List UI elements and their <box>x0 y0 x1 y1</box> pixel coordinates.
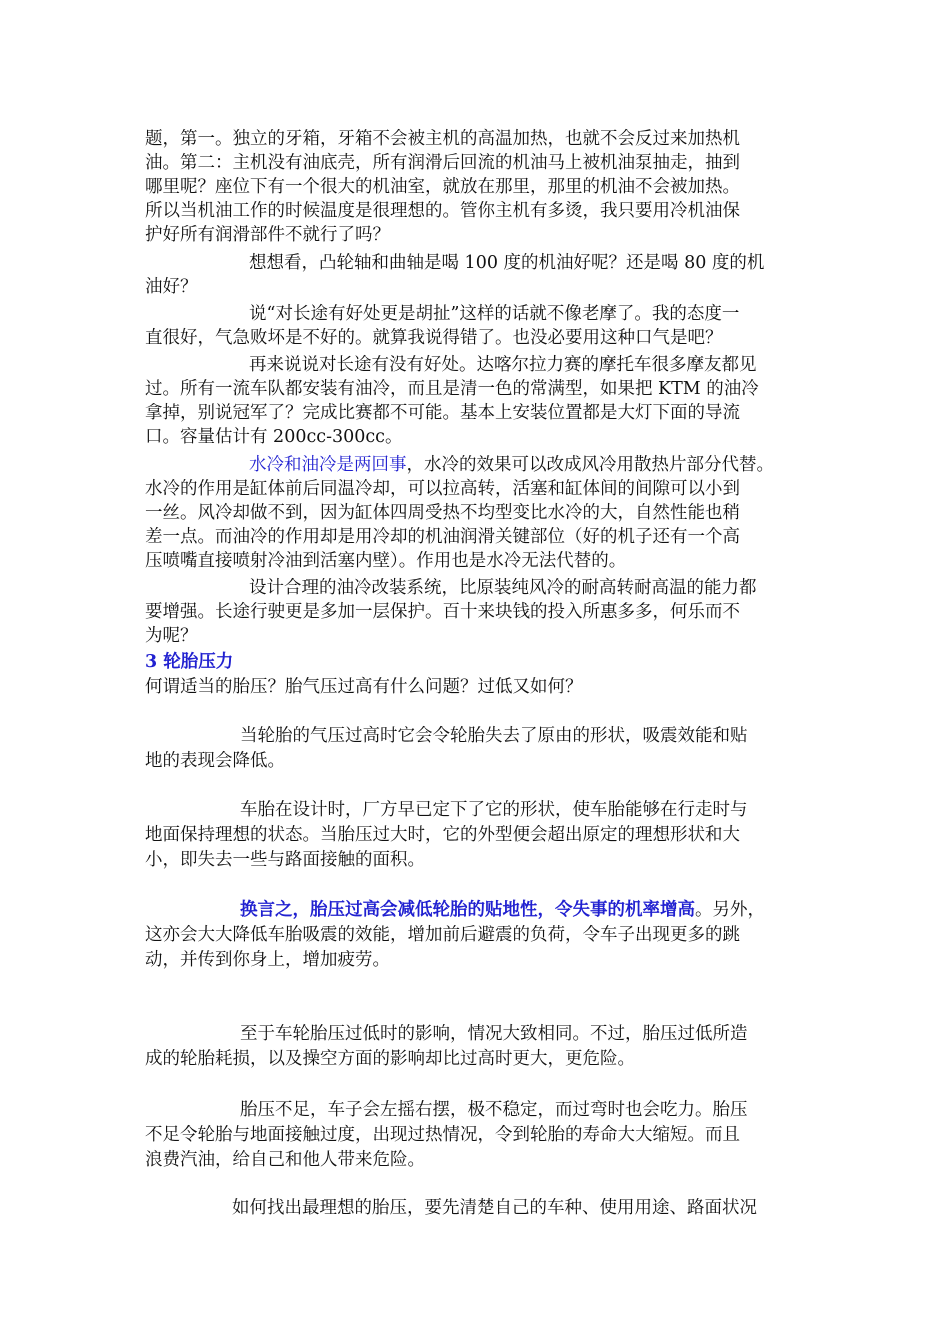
emphasis-text: 换言之，胎压过高会减低轮胎的贴地性，令失事的机率增高 <box>240 900 695 920</box>
text-line: 地面保持理想的状态。当胎压过大时，它的外型便会超出原定的理想形状和大 <box>145 825 740 845</box>
text-line: 护好所有润滑部件不就行了吗？ <box>145 225 390 245</box>
text-line: 动，并传到你身上，增加疲劳。 <box>145 950 390 970</box>
text-line: 拿掉，别说冠军了？完成比赛都不可能。基本上安装位置都是大灯下面的导流 <box>145 403 740 423</box>
text-line: 油好？ <box>145 277 198 297</box>
text-line: 当轮胎的气压过高时它会令轮胎失去了原由的形状，吸震效能和贴 <box>240 726 748 746</box>
text-line: 车胎在设计时，厂方早已定下了它的形状，使车胎能够在行走时与 <box>240 800 748 820</box>
text-line: 压喷嘴直接喷射冷油到活塞内壁）。作用也是水冷无法代替的。 <box>145 551 627 571</box>
text-line: 哪里呢？座位下有一个很大的机油室，就放在那里，那里的机油不会被加热。 <box>145 177 740 197</box>
highlighted-link-text[interactable]: 水冷和油冷是两回事 <box>249 455 407 475</box>
text-line: 这亦会大大降低车胎吸震的效能，增加前后避震的负荷，令车子出现更多的跳 <box>145 925 740 945</box>
text-line: 设计合理的油冷改装系统，比原装纯风冷的耐高转耐高温的能力都 <box>249 578 757 598</box>
text-span: ，水冷的效果可以改成风冷用散热片部分代替。 <box>406 455 774 475</box>
text-line: 不足令轮胎与地面接触过度，出现过热情况，令到轮胎的寿命大大缩短。而且 <box>145 1125 740 1145</box>
text-line: 如何找出最理想的胎压，要先清楚自己的车种、使用用途、路面状况 <box>232 1198 757 1218</box>
text-line: 水冷的作用是缸体前后同温冷却，可以拉高转，活塞和缸体间的间隙可以小到 <box>145 479 740 499</box>
text-line: 口。容量估计有 200cc-300cc。 <box>145 427 403 447</box>
text-line: 小，即失去一些与路面接触的面积。 <box>145 850 425 870</box>
text-span: 。另外， <box>695 900 765 920</box>
section-heading: 3 轮胎压力 <box>145 652 234 672</box>
text-line: 要增强。长途行驶更是多加一层保护。百十来块钱的投入所惠多多，何乐而不 <box>145 602 740 622</box>
text-line: 为呢？ <box>145 626 198 646</box>
text-line: 想想看，凸轮轴和曲轴是喝 100 度的机油好呢？还是喝 80 度的机 <box>249 253 765 273</box>
text-line: 浪费汽油，给自己和他人带来危险。 <box>145 1150 425 1170</box>
question-line: 何谓适当的胎压？胎气压过高有什么问题？过低又如何？ <box>145 677 583 697</box>
text-line <box>240 898 765 922</box>
text-line <box>249 453 774 477</box>
text-line: 胎压不足，车子会左摇右摆，极不稳定，而过弯时也会吃力。胎压 <box>240 1100 748 1120</box>
text-line: 所以当机油工作的时候温度是很理想的。管你主机有多烫，我只要用冷机油保 <box>145 201 740 221</box>
text-line: 至于车轮胎压过低时的影响，情况大致相同。不过，胎压过低所造 <box>240 1024 748 1044</box>
text-line: 一丝。风冷却做不到，因为缸体四周受热不均型变比水冷的大，自然性能也稍 <box>145 503 740 523</box>
text-line: 成的轮胎耗损，以及操空方面的影响却比过高时更大，更危险。 <box>145 1049 635 1069</box>
text-line: 过。所有一流车队都安装有油冷，而且是清一色的常满型，如果把 KTM 的油冷 <box>145 379 759 399</box>
text-line: 说“对长途有好处更是胡扯”这样的话就不像老摩了。我的态度一 <box>249 304 740 324</box>
text-line: 直很好，气急败坏是不好的。就算我说得错了。也没必要用这种口气是吧？ <box>145 328 723 348</box>
text-line: 再来说说对长途有没有好处。达喀尔拉力赛的摩托车很多摩友都见 <box>249 355 757 375</box>
text-line: 差一点。而油冷的作用却是用冷却的机油润滑关键部位（好的机子还有一个高 <box>145 527 740 547</box>
text-line: 题，第一。独立的牙箱，牙箱不会被主机的高温加热，也就不会反过来加热机 <box>145 129 740 149</box>
text-line: 油。第二：主机没有油底壳，所有润滑后回流的机油马上被机油泵抽走，抽到 <box>145 153 740 173</box>
text-line: 地的表现会降低。 <box>145 751 285 771</box>
